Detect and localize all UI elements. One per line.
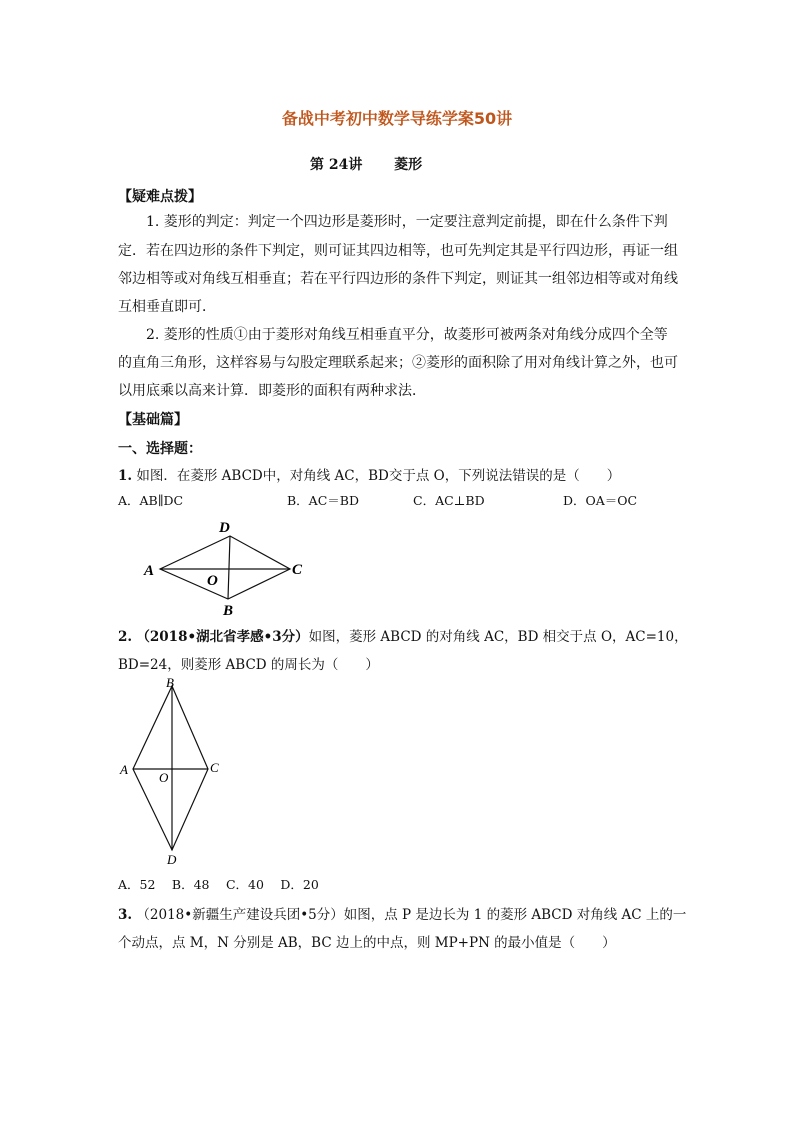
question-1-text: 如图．在菱形 ABCD中，对角线 AC，BD交于点 O，下列说法错误的是（ ） (136, 468, 621, 484)
section-heading-basic: 【基础篇】 (118, 412, 188, 428)
question-3-number: 3. (118, 907, 133, 923)
question-1-option-d: D．OA＝OC (563, 493, 638, 508)
question-1-option-c: C．AC⊥BD (413, 493, 485, 508)
paragraph-1-line-4: 互相垂直即可． (118, 299, 216, 315)
question-2-options: A．52 B．48 C．40 D．20 (118, 877, 319, 892)
paragraph-2-line-2: 的直角三角形，这样容易与勾股定理联系起来；②菱形的面积除了用对角线计算之外，也可 (118, 355, 678, 371)
vertex-label-a: A (144, 563, 155, 579)
document-title: 备战中考初中数学导练学案50讲 (281, 109, 513, 128)
section-heading-tips: 【疑难点拨】 (118, 189, 202, 205)
question-1-option-a: A．AB∥DC (118, 493, 184, 508)
center-label-o: O (207, 573, 218, 589)
lecture-topic: 菱形 (394, 157, 423, 173)
vertex-label-b: B (166, 675, 174, 690)
question-3-text-2: 个动点，点 M，N 分别是 AB，BC 边上的中点，则 MP+PN 的最小值是（ ） (118, 935, 616, 951)
subsection-heading: 一、选择题： (118, 441, 202, 457)
vertex-label-c: C (292, 562, 303, 578)
question-3-text-1: （2018•新疆生产建设兵团•5分）如图，点 P 是边长为 1 的菱形 ABCD 对角线 AC 上的一 (136, 907, 687, 923)
vertex-label-c: C (210, 760, 219, 775)
diagonal-bd (228, 536, 230, 599)
vertex-label-d: D (219, 520, 230, 536)
question-2-source: （2018•湖北省孝感•3分） (136, 629, 309, 645)
rhombus-outline (160, 536, 290, 599)
lecture-number: 第 24讲 (310, 157, 363, 173)
question-2-text-2: BD=24，则菱形 ABCD 的周长为（ ） (118, 657, 379, 673)
paragraph-1-line-2: 定．若在四边形的条件下判定，则可证其四边相等，也可先判定其是平行四边形，再证一组 (118, 243, 678, 259)
question-3-line-1 (118, 903, 686, 923)
question-1-number: 1. (118, 468, 133, 484)
center-label-o: O (159, 770, 169, 785)
paragraph-1-line-1: 1. 菱形的判定：判定一个四边形是菱形时，一定要注意判定前提，即在什么条件下判 (146, 214, 668, 230)
question-1-option-b: B．AC＝BD (287, 493, 359, 508)
question-1 (118, 464, 620, 484)
question-2-number: 2. (118, 629, 133, 645)
question-2-line-1 (118, 625, 688, 645)
paragraph-2-line-3: 以用底乘以高来计算．即菱形的面积有两种求法． (118, 383, 426, 399)
rhombus-outline (133, 686, 208, 850)
vertex-label-d: D (167, 852, 177, 866)
vertex-label-a: A (120, 762, 128, 777)
rhombus-figure-2 (116, 672, 236, 866)
paragraph-2-line-1: 2. 菱形的性质①由于菱形对角线互相垂直平分，故菱形可被两条对角线分成四个全等 (146, 327, 668, 343)
question-2-text-1: 如图，菱形 ABCD 的对角线 AC，BD 相交于点 O，AC=10， (308, 629, 688, 645)
rhombus-figure-1 (140, 514, 310, 618)
paragraph-1-line-3: 邻边相等或对角线互相垂直；若在平行四边形的条件下判定，则证其一组邻边相等或对角线 (118, 271, 678, 287)
vertex-label-b: B (223, 603, 234, 618)
lecture-heading (310, 154, 422, 174)
